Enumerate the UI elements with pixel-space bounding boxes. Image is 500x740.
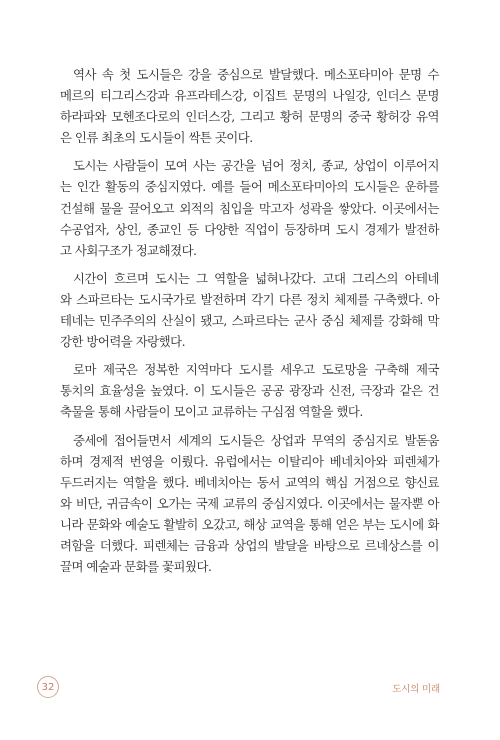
body-text [60, 64, 439, 584]
paragraph [60, 64, 439, 148]
page-number-label: 32 [41, 681, 55, 693]
text-line: 는 인간 활동의 중심지였다. 예를 들어 메소포타미아의 도시들은 운하를 [60, 179, 439, 195]
text-line: 통치의 효율성을 높였다. 이 도시들은 공공 광장과 신전, 극장과 같은 건 [60, 383, 439, 399]
text-line: 강한 방어력을 자랑했다. [60, 334, 186, 350]
page-number [37, 676, 59, 698]
text-line: 하라파와 모헨조다로의 인더스강, 그리고 황허 문명의 중국 황허강 유역 [60, 109, 439, 125]
running-title: 도시의 미래 [392, 684, 440, 695]
text-line: 도시는 사람들이 모여 사는 공간을 넘어 정치, 종교, 상업이 이루어지 [73, 158, 439, 174]
text-line: 수공업자, 상인, 종교인 등 다양한 직업이 등장하며 도시 경제가 발전하 [60, 221, 439, 237]
paragraph [60, 155, 439, 260]
text-line: 려함을 더했다. 피렌체는 금융과 상업의 발달을 바탕으로 르네상스를 이 [60, 537, 439, 553]
text-line: 끌며 예술과 문화를 꽃피웠다. [60, 559, 212, 575]
text-line: 시간이 흐르며 도시는 그 역할을 넓혀나갔다. 고대 그리스의 아테네 [73, 270, 439, 286]
text-line: 테네는 민주주의의 산실이 됐고, 스파르타는 군사 중심 체제를 강화해 막 [60, 313, 439, 329]
text-line: 메르의 티그리스강과 유프라테스강, 이집트 문명의 나일강, 인더스 문명 [60, 88, 439, 104]
text-line: 하며 경제적 번영을 이뤘다. 유럽에서는 이탈리아 베네치아와 피렌체가 [60, 453, 439, 469]
text-line: 은 인류 최초의 도시들이 싹튼 곳이다. [60, 130, 253, 146]
text-line: 두드러지는 역할을 했다. 베네치아는 동서 교역의 핵심 거점으로 향신료 [60, 474, 439, 490]
paragraph [60, 268, 439, 352]
text-line: 와 비단, 귀금속이 오가는 국제 교류의 중심지였다. 이곳에서는 물자뿐 아 [60, 495, 439, 511]
text-line: 니라 문화와 예술도 활발히 오갔고, 해상 교역을 통해 얻은 부는 도시에 화 [60, 516, 439, 532]
text-line: 와 스파르타는 도시국가로 발전하며 각기 다른 정치 체제를 구축했다. 아 [60, 291, 439, 307]
text-line: 로마 제국은 정복한 지역마다 도시를 세우고 도로망을 구축해 제국 [73, 362, 439, 378]
text-line: 건설해 물을 끌어오고 외적의 침입을 막고자 성곽을 쌓았다. 이곳에서는 [60, 200, 439, 216]
paragraph [60, 359, 439, 422]
text-line: 축물을 통해 사람들이 모이고 교류하는 구심점 역할을 했다. [60, 404, 363, 420]
text-line: 역사 속 첫 도시들은 강을 중심으로 발달했다. 메소포타미아 문명 수 [73, 67, 439, 82]
text-line: 고 사회구조가 정교해졌다. [60, 242, 197, 258]
text-line: 중세에 접어들면서 세계의 도시들은 상업과 무역의 중심지로 발돋움 [73, 432, 439, 448]
paragraph [60, 430, 439, 578]
